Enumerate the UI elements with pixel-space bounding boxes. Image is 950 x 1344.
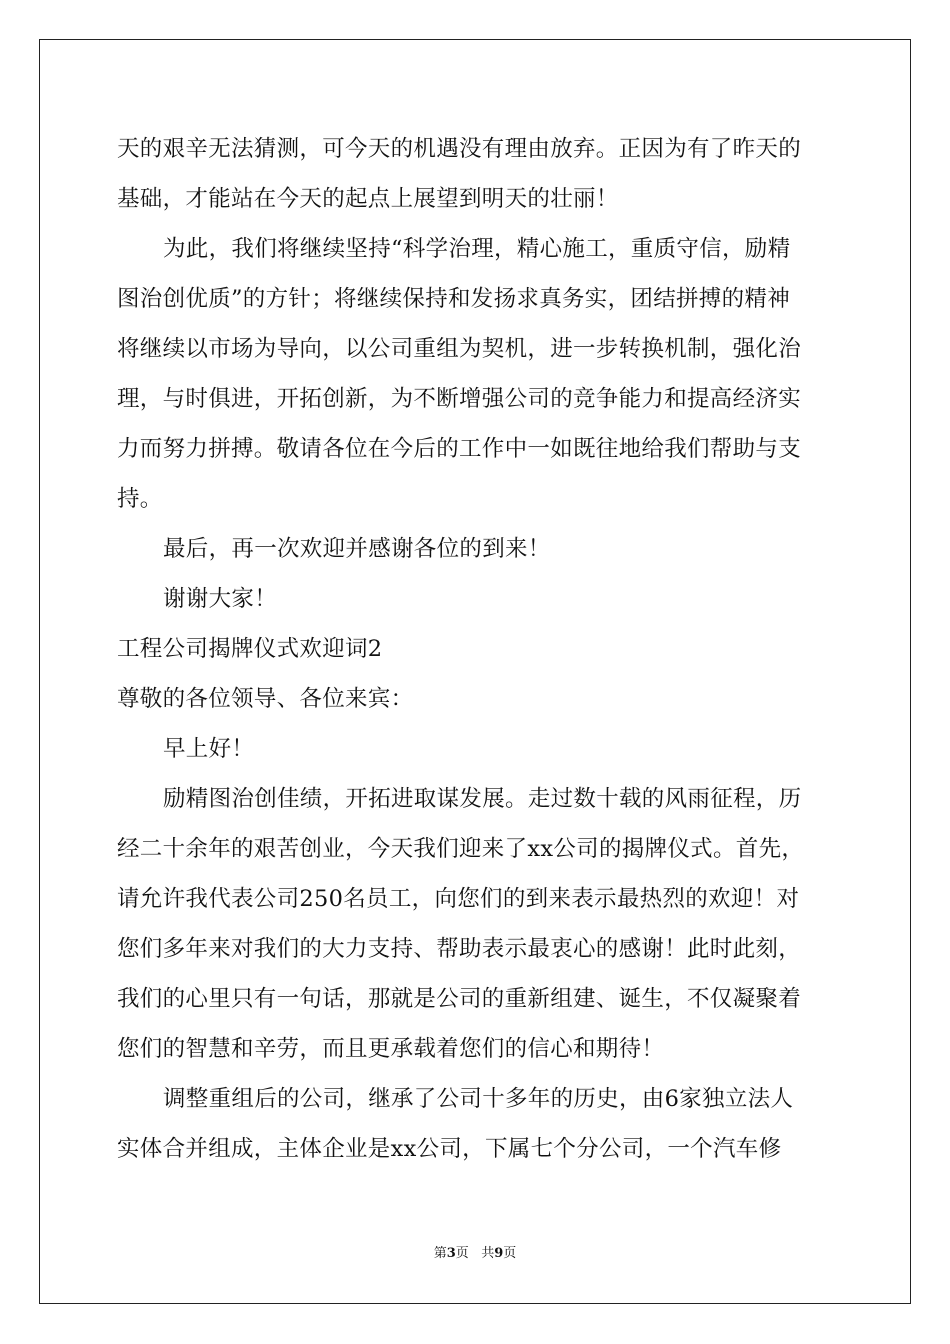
text-line: 天的艰辛无法猜测，可今天的机遇没有理由放弃。正因为有了昨天的 [117,136,802,162]
text-line: 图治创优质”的方针；将继续保持和发扬求真务实，团结拼搏的精神 [117,286,791,312]
text-line: 我们的心里只有一句话，那就是公司的重新组建、诞生，不仅凝聚着 [117,986,802,1012]
salutation: 尊敬的各位领导、各位来宾： [117,686,414,712]
page-border [39,39,911,1304]
footer-prefix: 第 [433,1246,447,1261]
current-page-number: 3 [446,1246,456,1261]
text-line: 您们多年来对我们的大力支持、帮助表示最衷心的感谢！此时此刻， [117,936,802,962]
greeting: 早上好！ [163,736,255,762]
footer-total-suffix: 页 [503,1246,517,1261]
text-line: 您们的智慧和辛劳，而且更承载着您们的信心和期待！ [117,1036,665,1062]
footer-total-prefix: 共 [481,1246,495,1261]
text-line: 为此，我们将继续坚持“科学治理，精心施工，重质守信，励精 [163,236,791,262]
text-line: 请允许我代表公司250名员工，向您们的到来表示最热烈的欢迎！对 [117,886,800,912]
text-line: 实体合并组成，主体企业是xx公司，下属七个分公司，一个汽车修 [117,1136,782,1162]
text-line: 将继续以市场为导向，以公司重组为契机，进一步转换机制，强化治 [117,336,802,362]
text-line: 经二十余年的艰苦创业，今天我们迎来了xx公司的揭牌仪式。首先， [117,836,805,862]
text-line: 调整重组后的公司，继承了公司十多年的历史，由6家独立法人 [163,1086,794,1112]
footer-page-suffix: 页 [455,1246,469,1261]
text-line: 持。 [117,486,163,512]
section-heading: 工程公司揭牌仪式欢迎词2 [117,636,383,662]
text-line: 谢谢大家！ [163,586,278,612]
text-line: 励精图治创佳绩，开拓进取谋发展。走过数十载的风雨征程，历 [163,786,802,812]
text-line: 力而努力拼搏。敬请各位在今后的工作中一如既往地给我们帮助与支 [117,436,802,462]
text-line: 最后，再一次欢迎并感谢各位的到来！ [163,536,551,562]
total-page-number: 9 [494,1246,504,1261]
text-line: 理，与时俱进，开拓创新，为不断增强公司的竞争能力和提高经济实 [117,386,802,412]
page-footer [0,1246,950,1262]
text-line: 基础，才能站在今天的起点上展望到明天的壮丽！ [117,186,619,212]
